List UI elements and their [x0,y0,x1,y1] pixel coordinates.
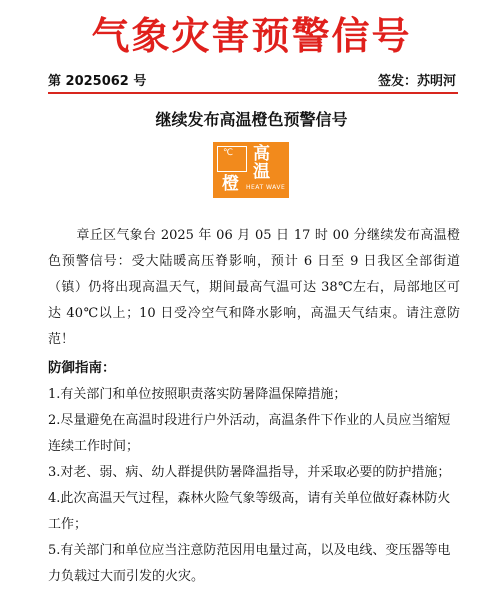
badge-char-orange: 橙 [222,174,239,194]
badge-english: HEAT WAVE [246,184,286,191]
badge-char-temp: 温 [253,162,270,182]
degree-label: ℃ [223,148,234,158]
heat-wave-orange-warning-icon [213,142,289,198]
guidance-item: 3.对老、弱、病、幼人群提供防暑降温指导，并采取必要的防护措施； [48,465,451,480]
guidance-item: 2.尽量避免在高温时段进行户外活动，高温条件下作业的人员应当缩短连续工作时间； [48,413,451,454]
badge-char-high: 高 [253,144,270,164]
guidance-item: 4.此次高温天气过程，森林火险气象等级高，请有关单位做好森林防火工作； [48,491,451,532]
header-divider [48,92,458,94]
page-title: 气象灾害预警信号 [91,14,412,58]
warning-body-text: 章丘区气象台 2025 年 06 月 05 日 17 时 00 分继续发布高温橙色预警信号：受大陆暖高压脊影响，预计 6 日至 9 日我区全部街道（镇）仍将出现高温天气，期间最高气温可达 38℃左右，局部地区可达 40℃以上；10 日受冷空气和降水影响，高温天气结束。请注意防范！ [48,228,460,347]
warning-body [48,223,460,353]
issue-number: 第 2025062 号 [48,74,147,89]
guidance-list [48,382,460,590]
guidance-item: 1.有关部门和单位按照职责落实防暑降温保障措施； [48,387,347,402]
guidance-heading: 防御指南： [48,360,116,376]
signer: 签发：苏明河 [377,74,456,89]
document-title: 继续发布高温橙色预警信号 [155,110,348,129]
guidance-item: 5.有关部门和单位应当注意防范因用电量过高，以及电线、变压器等电力负载过大而引发的火灾。 [48,543,451,584]
